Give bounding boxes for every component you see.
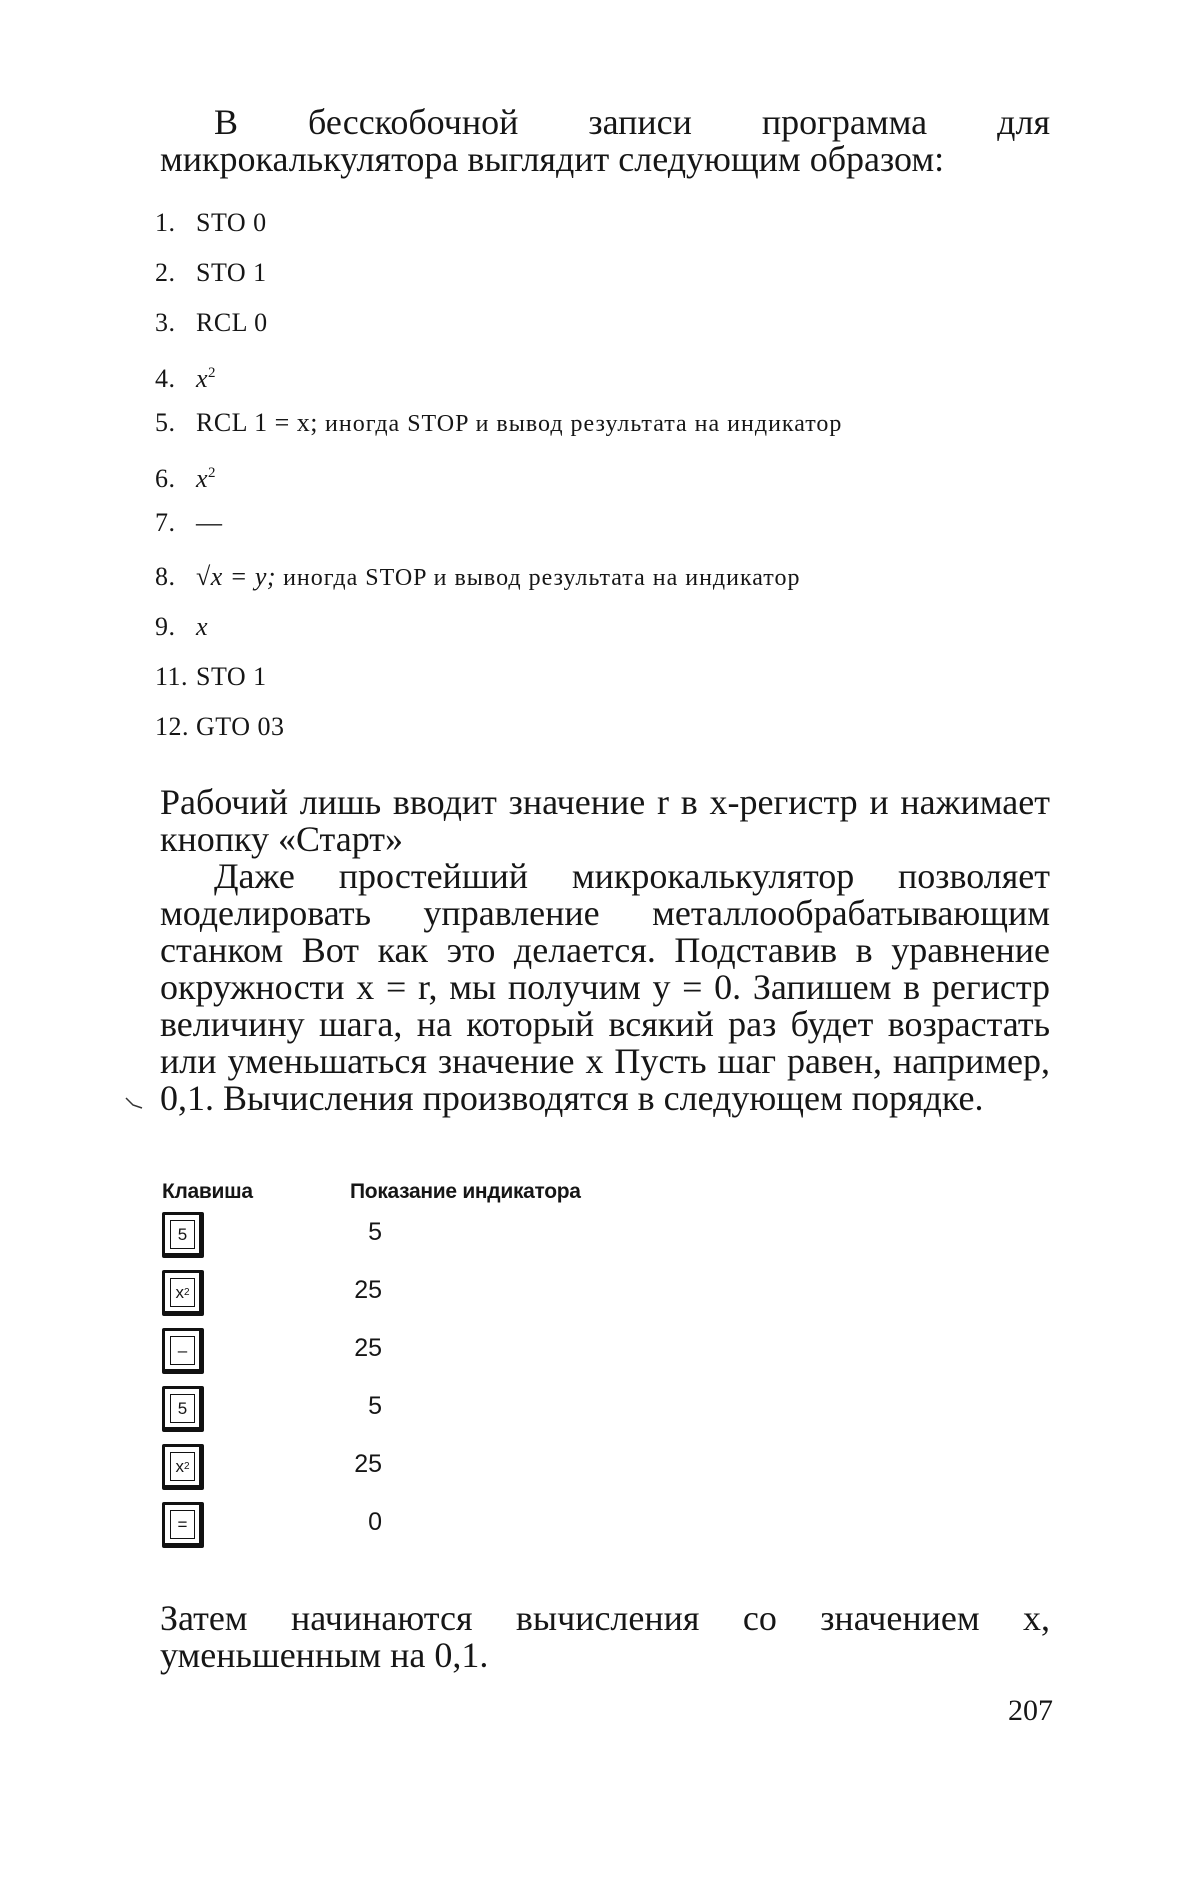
key-label: 5 (178, 1400, 187, 1417)
intro-paragraph: В бесскобочной записи программа для микрокалькулятора выглядит следующим образом: (160, 104, 1050, 178)
indicator-reading: 5 (350, 1218, 382, 1247)
calculator-key-x-squared (162, 1270, 204, 1316)
program-line-op: — (196, 508, 223, 537)
table-header-key: Клавиша (162, 1180, 253, 1204)
program-line (155, 408, 842, 439)
program-line (155, 662, 267, 692)
program-line-number: 9. (155, 612, 189, 642)
program-line-comment: иногда STOP и вывод результата на индикатор (325, 411, 842, 437)
book-page (0, 0, 1200, 1885)
key-label: – (178, 1342, 187, 1359)
key-label: x (175, 1458, 184, 1475)
program-line-number: 4. (155, 364, 189, 394)
program-line-number: 8. (155, 562, 189, 592)
key-label: 5 (178, 1226, 187, 1243)
indicator-reading: 0 (350, 1508, 382, 1537)
key-label: = (178, 1516, 188, 1533)
program-line-op: x (196, 464, 208, 493)
worker-paragraph: Рабочий лишь вводит значение r в x-регистр и нажимает кнопку «Старт» (160, 784, 1050, 858)
program-line-op: STO 1 (196, 662, 267, 691)
program-line (155, 508, 223, 538)
machine-paragraph: Даже простейший микрокалькулятор позволяет моделировать управление металлообрабатывающим станком Вот как это делается. Подставив в уравнение окружности x = r, мы получим y = 0. Запишем в регистр величину шага, на который всякий раз будет возрастать или уменьшаться значение x Пусть шаг равен, например, 0,1. Вычисления производятся в следующем порядке. (160, 858, 1050, 1117)
program-line-op: GTO 03 (196, 712, 284, 741)
indicator-reading: 25 (350, 1450, 382, 1479)
final-paragraph: Затем начинаются вычисления со значением x, уменьшенным на 0,1. (160, 1600, 1050, 1674)
program-line-number: 5. (155, 408, 189, 438)
program-line-superscript: 2 (208, 465, 216, 481)
program-line-op: STO 0 (196, 208, 267, 237)
program-line-number: 1. (155, 208, 189, 238)
program-line (155, 258, 267, 288)
program-line-number: 6. (155, 464, 189, 494)
program-line (155, 562, 800, 593)
key-superscript: 2 (184, 1288, 190, 1298)
table-header-reading: Показание индикатора (350, 1180, 581, 1204)
program-line-op: x (196, 612, 208, 641)
program-line-comment: иногда STOP и вывод результата на индикатор (283, 565, 800, 591)
calculator-key-minus (162, 1328, 204, 1374)
program-line (155, 612, 208, 642)
program-line-superscript: 2 (208, 365, 216, 381)
calculator-key-x-squared (162, 1444, 204, 1490)
page-number: 207 (1008, 1694, 1053, 1728)
key-superscript: 2 (184, 1462, 190, 1472)
key-label: x (175, 1284, 184, 1301)
program-line-number: 11. (155, 662, 189, 692)
program-line-op: RCL 0 (196, 308, 268, 337)
margin-tick-mark (125, 1097, 143, 1109)
indicator-reading: 5 (350, 1392, 382, 1421)
program-line-number: 12. (155, 712, 189, 742)
program-line-number: 7. (155, 508, 189, 538)
program-line-number: 2. (155, 258, 189, 288)
indicator-reading: 25 (350, 1334, 382, 1363)
program-line (155, 458, 216, 494)
program-line-op: STO 1 (196, 258, 267, 287)
program-line (155, 208, 267, 238)
program-line (155, 358, 216, 394)
calculator-key-5 (162, 1212, 204, 1258)
program-line (155, 308, 268, 338)
program-line-op: RCL 1 = x; (196, 408, 318, 437)
indicator-reading: 25 (350, 1276, 382, 1305)
program-line-op: √x = y; (196, 562, 276, 591)
program-line-number: 3. (155, 308, 189, 338)
program-line (155, 712, 284, 742)
calculator-key-5 (162, 1386, 204, 1432)
calculator-key-equals (162, 1502, 204, 1548)
program-line-op: x (196, 364, 208, 393)
